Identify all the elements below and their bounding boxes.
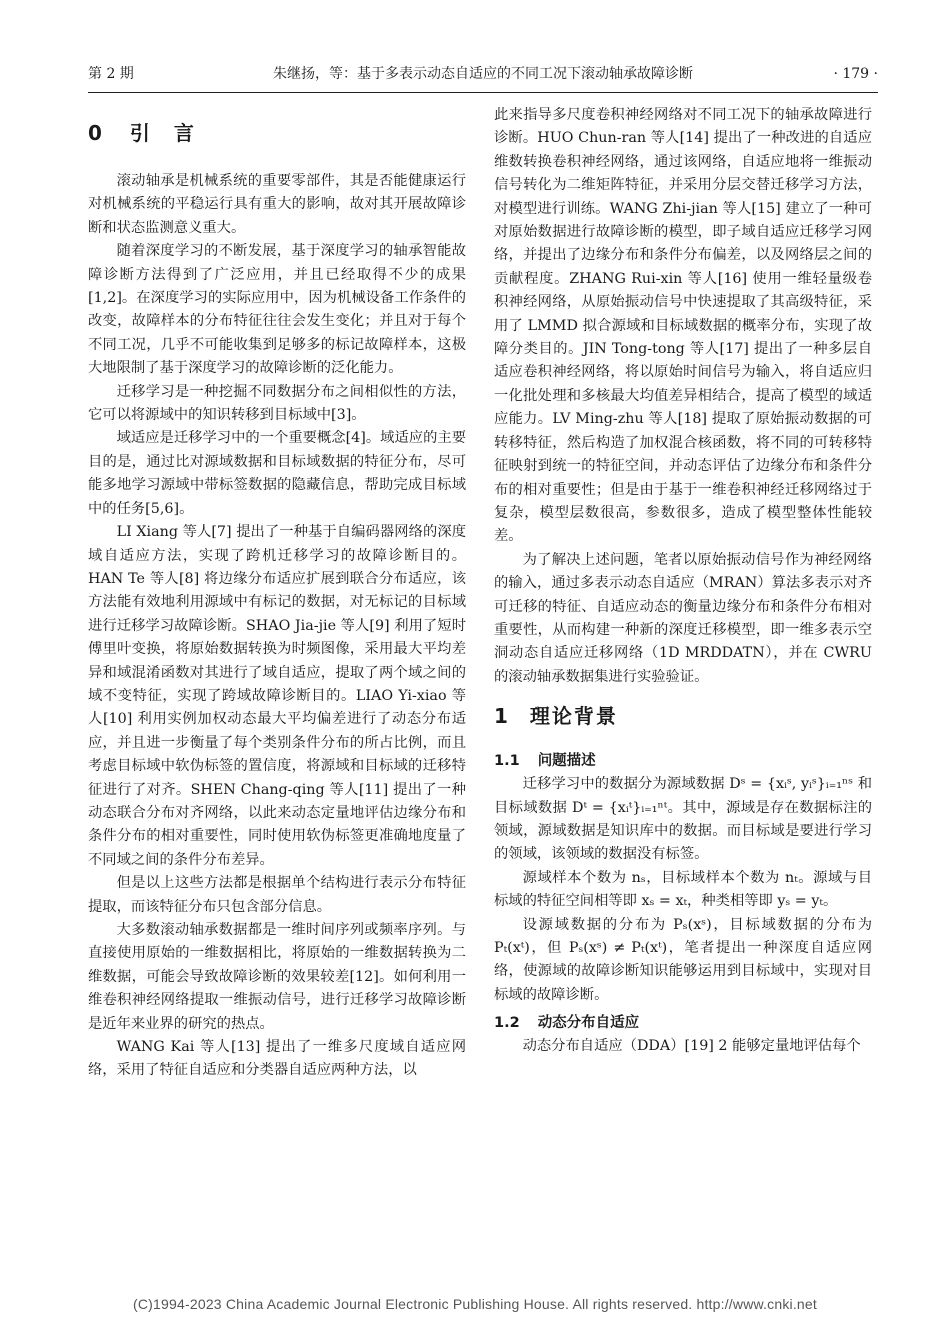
paragraph: 随着深度学习的不断发展，基于深度学习的轴承智能故障诊断方法得到了广泛应用，并且已经取得不少的成果[1,2]。在深度学习的实际应用中，因为机械设备工作条件的改变，故障样本的分布特征往往会发生变化；并且对于每个不同工况，几乎不可能收集到足够多的标记故障样本，这极大地限制了基于深度学习的故障诊断的泛化能力。 — [88, 243, 466, 377]
section-title: 引 言 — [129, 121, 196, 145]
right-column — [494, 104, 872, 1284]
issue-number: 第 2 期 — [88, 66, 134, 82]
section-0-heading — [88, 118, 466, 148]
paragraph: 域适应是迁移学习中的一个重要概念[4]。域适应的主要目的是，通过比对源域数据和目标域数据的特征分布，尽可能多地学习源域中带标签数据的隐藏信息，帮助完成目标域中的任务[5,6]。 — [88, 430, 466, 517]
paragraph: 此来指导多尺度卷积神经网络对不同工况下的轴承故障进行诊断。HUO Chun-ran 等人[14] 提出了一种改进的自适应维数转换卷积神经网络，通过该网络，自适应地将一维振动信号转化为二维矩阵特征，并采用分层交替迁移学习方法，对模型进行训练。WANG Zhi-jian 等人[15] 建立了一种可对原始数据进行故障诊断的模型，即子域自适应迁移学习网络，并提出了边缘分布和条件分布偏差，以及网络层之间的贡献程度。ZHANG Rui-xin 等人[16] 使用一维轻量级卷积神经网络，从原始振动信号中快速提取了其高级特征，采用了 LMMD 拟合源域和目标域数据的概率分布，实现了故障分类目的。JIN Tong-tong 等人[17] 提出了一种多层自适应卷积神经网络，将以原始时间信号为输入，将自适应归一化批处理和多核最大均值差异相结合，提高了模型的域适应能力。LV Ming-zhu 等人[18] 提取了原始振动数据的可转移特征，然后构造了加权混合核函数，将不同的可转移特征映射到统一的特征空间，并动态评估了边缘分布和条件分布的相对重要性；但是由于基于一维卷积神经迁移网络过于复杂，模型层数很高，参数很多，造成了模型整体性能较差。 — [494, 107, 872, 545]
paragraph: WANG Kai 等人[13] 提出了一维多尺度域自适应网络，采用了特征自适应和分类器自适应两种方法，以 — [88, 1039, 466, 1079]
header-rule — [88, 92, 878, 93]
subsection-1-2-heading — [494, 1011, 872, 1035]
section-1-heading — [494, 701, 872, 731]
paragraph: 滚动轴承是机械系统的重要零部件，其是否能健康运行对机械系统的平稳运行具有重大的影响，故对其开展故障诊断和状态监测意义重大。 — [88, 173, 466, 236]
subsection-number: 1.2 — [494, 1015, 520, 1032]
paragraph: LI Xiang 等人[7] 提出了一种基于自编码器网络的深度域自适应方法，实现了跨机迁移学习的故障诊断目的。HAN Te 等人[8] 将边缘分布适应扩展到联合分布适应，该方法能有效地利用源域中有标记的数据，对无标记的目标域进行迁移学习故障诊断。SHAO Jia-jie 等人[9] 利用了短时傅里叶变换，将原始数据转换为时频图像，采用最大平均差异和域混淆函数对其进行了域自适应，提取了两个域之间的域不变特征，实现了跨域故障诊断目的。LIAO Yi-xiao 等人[10] 利用实例加权动态最大平均偏差进行了动态分布适应，并且进一步衡量了每个类别条件分布的所占比例，而且考虑目标域中软伪标签的置信度，将源域和目标域的迁移特征进行了对齐。SHEN Chang-qing 等人[11] 提出了一种动态联合分布对齐网络，以此来动态定量地评估边缘分布和条件分布的相对重要性，同时使用软伪标签更准确地度量了不同域之间的条件分布差异。 — [88, 524, 466, 868]
subsection-title: 动态分布自适应 — [537, 1015, 640, 1032]
running-title: 朱继扬，等：基于多表示动态自适应的不同工况下滚动轴承故障诊断 — [273, 66, 693, 82]
subsection-1-1-heading — [494, 749, 872, 773]
left-column — [88, 104, 466, 1284]
subsection-number: 1.1 — [494, 753, 520, 770]
paragraph: 动态分布自适应（DDA）[19] 2 能够定量地评估每个 — [522, 1038, 861, 1055]
paragraph: 为了解决上述问题，笔者以原始振动信号作为神经网络的输入，通过多表示动态自适应（MRAN）算法多表示对齐可迁移的特征、自适应动态的衡量边缘分布和条件分布相对重要性，从而构建一种新的深度迁移模型，即一维多表示空洞动态自适应迁移网络（1D MRDDATN），并在 CWRU 的滚动轴承数据集进行实验验证。 — [494, 551, 872, 685]
paragraph: 源域样本个数为 nₛ，目标域样本个数为 nₜ。源域与目标域的特征空间相等即 xₛ = xₜ，种类相等即 yₛ = yₜ。 — [494, 869, 872, 910]
section-number: 1 — [494, 704, 510, 729]
subsection-title: 问题描述 — [537, 753, 596, 770]
copyright-footer: (C)1994-2023 China Academic Journal Electronic Publishing House. All rights reserved. http://www.cnki.net — [133, 1296, 817, 1312]
paragraph: 大多数滚动轴承数据都是一维时间序列或频率序列。与直接使用原始的一维数据相比，将原始的一维数据转换为二维数据，可能会导致故障诊断的效果较差[12]。如何利用一维卷积神经网络提取一维振动信号，进行迁移学习故障诊断是近年来业界的研究的热点。 — [88, 922, 466, 1032]
paragraph: 迁移学习中的数据分为源域数据 Dˢ = {xᵢˢ, yᵢˢ}ᵢ₌₁ⁿˢ 和目标域数据 Dᵗ = {xᵢᵗ}ᵢ₌₁ⁿᵗ。其中，源域是存在数据标注的领域，源域数据是知识库中的数据。而目标域是要进行学习的领域，该领域的数据没有标签。 — [494, 776, 872, 863]
paragraph: 迁移学习是一种挖掘不同数据分布之间相似性的方法，它可以将源域中的知识转移到目标域中[3]。 — [88, 383, 466, 424]
running-header — [88, 62, 878, 86]
section-number: 0 — [88, 121, 104, 145]
section-title: 理论背景 — [529, 704, 618, 729]
paragraph: 设源域数据的分布为 Pₛ(xˢ)，目标域数据的分布为 Pₜ(xᵗ)，但 Pₛ(xˢ) ≠ Pₜ(xᵗ)，笔者提出一种深度自适应网络，使源域的故障诊断知识能够运用到目标域中，实现对目标域的故障诊断。 — [494, 916, 872, 1003]
paragraph: 但是以上这些方法都是根据单个结构进行表示分布特征提取，而该特征分布只包含部分信息。 — [88, 875, 466, 915]
page-number: · 179 · — [833, 66, 878, 82]
